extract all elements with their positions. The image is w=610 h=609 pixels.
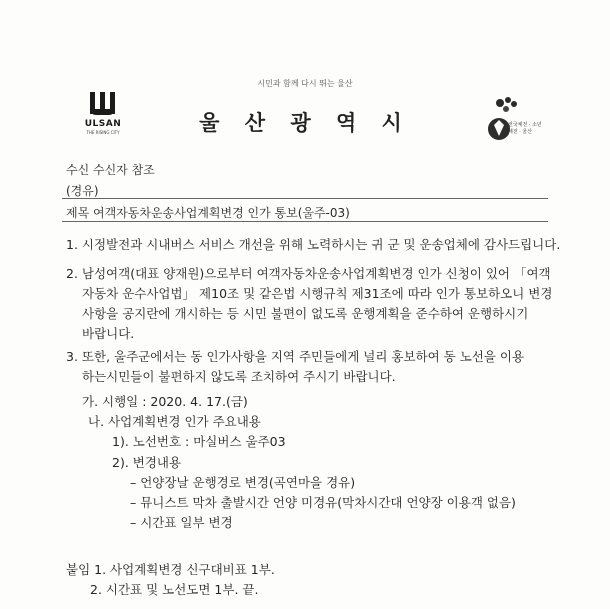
slogan: 시민과 함께 다시 뛰는 울산	[257, 79, 353, 88]
paragraph-3-line: 하는시민들이 불편하지 않도록 조치하여 주시기 바랍니다.	[82, 369, 396, 384]
attachment-2: 2. 시간표 및 노선도면 1부. 끝.	[90, 582, 259, 597]
paragraph-2-line: 자동차 운수사업법」 제10조 및 같은법 시행규칙 제31조에 따라 인가 통보하오니 변경	[82, 286, 553, 301]
paragraph-2-line: 사항을 공지란에 개시하는 등 시민 불편이 없도록 운행계획을 준수하여 운행하시기	[82, 306, 529, 321]
paragraph-3-line: 3. 또한, 울주군에서는 동 인가사항을 지역 주민들에게 널리 홍보하여 동 노선을 이용	[66, 349, 525, 364]
paragraph-2-line: 2. 남성여객(대표 양재원)으로부터 여객자동차운송사업계획변경 인가 신청이 있어 「여객	[66, 266, 551, 281]
logo-right-text: 전국체전 · 소년체전 · 울산	[508, 122, 542, 135]
effective-date: 가. 시행일 : 2020. 4. 17.(금)	[82, 394, 248, 409]
change-item: – 시간표 일부 변경	[130, 515, 233, 530]
change-item: – 언양장날 운행경로 변경(곡연마을 경유)	[130, 475, 356, 490]
page-title: 울 산 광 역 시	[199, 111, 411, 135]
sports-festival-logo	[488, 96, 544, 156]
divider	[62, 221, 548, 222]
paragraph-2-line: 바랍니다.	[82, 326, 135, 341]
paragraph-1: 1. 시정발전과 시내버스 서비스 개선을 위해 노력하시는 귀 군 및 운송업체에 감사드립니다.	[66, 237, 561, 252]
recipient: 수신 수신자 참조	[66, 163, 155, 177]
via: (경유)	[66, 184, 99, 198]
logo-tagline: THE RISING CITY	[86, 130, 120, 135]
divider	[62, 198, 548, 199]
main-content-heading: 나. 사업계획변경 인가 주요내용	[88, 414, 261, 429]
subject: 제목 여객자동차운송사업계획변경 인가 통보(울주-03)	[66, 206, 350, 220]
attachment-1: 붙임 1. 사업계획변경 신구대비표 1부.	[66, 562, 275, 577]
logo-name: ULSAN	[84, 119, 122, 129]
change-item: – 뮤니스트 막차 출발시간 언양 미경유(막차시간대 언양장 이용객 없음)	[130, 495, 516, 510]
changes-heading: 2). 변경내용	[112, 455, 182, 470]
route-number: 1). 노선번호 : 마실버스 울주03	[112, 434, 286, 449]
